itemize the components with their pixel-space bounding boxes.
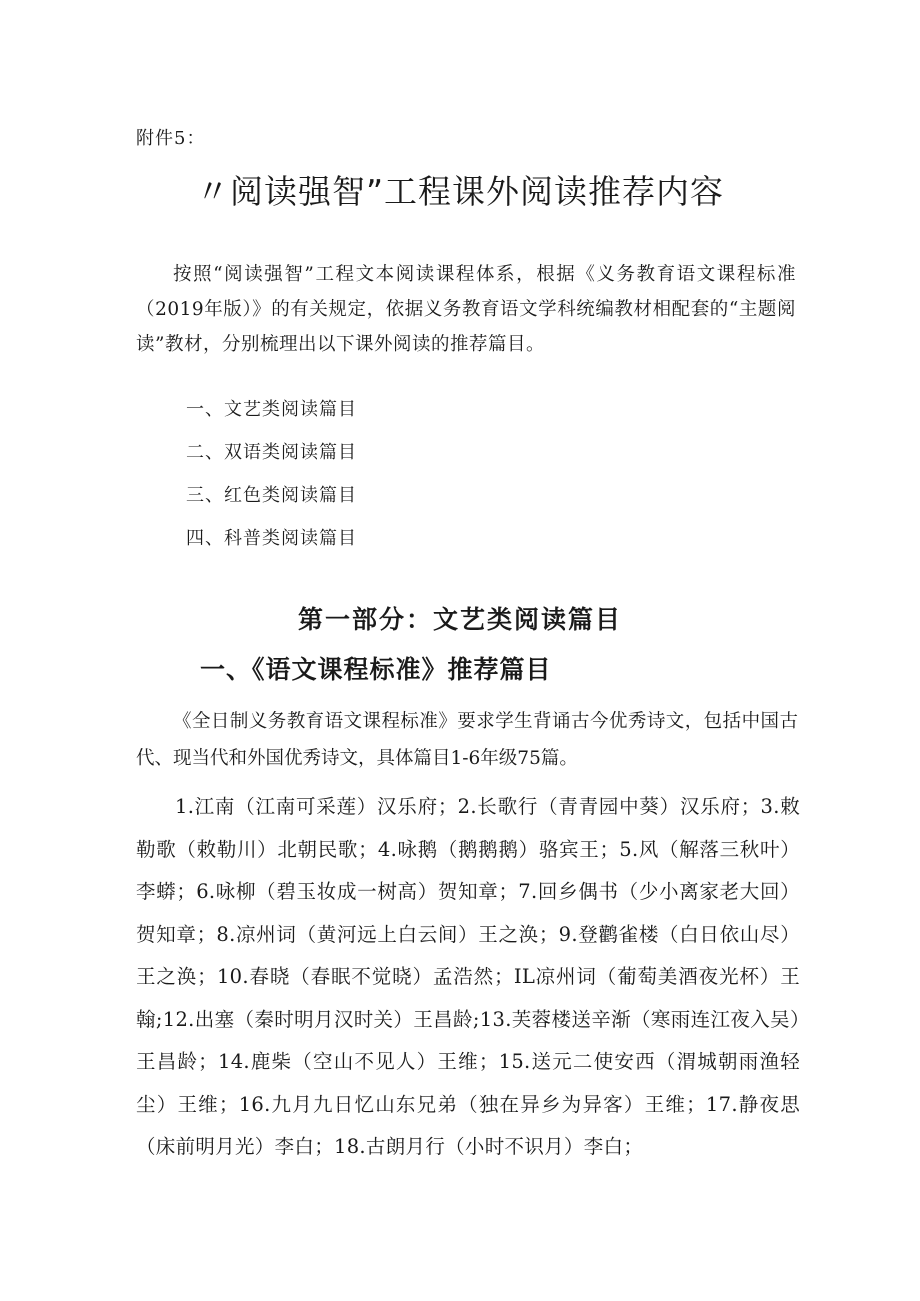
- table-of-contents: [186, 388, 357, 560]
- poem-item: 3.敕勒歌（敕勒川）北朝民歌；: [136, 795, 800, 861]
- poem-item: 7.回乡偶书（少小离家老大回）贺知章；: [136, 880, 800, 946]
- standard-paragraph: 《全日制义务教育语文课程标准》要求学生背诵古今优秀诗文，包括中国古代、现当代和外国优秀诗文，具体篇目1-6年级75篇。: [136, 711, 798, 769]
- poem-list: [136, 786, 800, 1169]
- poem-item: 17.静夜思（床前明月光）李白；: [136, 1092, 800, 1158]
- poem-item: 5.风（解落三秋叶）李蟒；: [136, 837, 800, 903]
- toc-item-bilingual: 二、双语类阅读篇目: [186, 442, 357, 463]
- poem-item: 13.芙蓉楼送辛渐（寒雨连江夜入吴）王昌龄；: [136, 1007, 801, 1073]
- attachment-label: 附件5：: [136, 128, 206, 149]
- poem-item: 9.登鹳雀楼（白日依山尽）王之涣；: [136, 922, 800, 988]
- poem-item: 1.江南（江南可采莲）汉乐府；: [175, 795, 458, 818]
- part-title: 第一部分：文艺类阅读篇目: [297, 605, 622, 634]
- poem-item: 15.送元二使安西（渭城朝雨渔轻尘）王维；: [136, 1050, 801, 1116]
- poem-item: 16.九月九日忆山东兄弟（独在异乡为异客）王维；: [238, 1092, 706, 1116]
- poem-item: 18.古朗月行（小时不识月）李白；: [334, 1135, 644, 1158]
- poem-item: 4.咏鹅（鹅鹅鹅）骆宾王；: [377, 837, 620, 861]
- intro-paragraph: 按照“阅读强智”工程文本阅读课程体系，根据《义务教育语文课程标准（2019年版）》的有关规定，依据义务教育语文学科统编教材相配套的“主题阅读”教材，分别梳理出以下课外阅读的推荐篇目。: [136, 264, 796, 355]
- poem-item: 8.凉州词（黄河远上白云间）王之涣；: [216, 922, 559, 946]
- toc-item-red: 三、红色类阅读篇目: [186, 485, 357, 506]
- section-title: 一、《语文课程标准》推荐篇目: [200, 655, 552, 684]
- poem-item: 2.长歌行（青青园中葵）汉乐府；: [457, 795, 761, 818]
- poem-item: 14.鹿柴（空山不见人）王维；: [217, 1050, 499, 1073]
- toc-item-science: 四、科普类阅读篇目: [186, 528, 357, 549]
- toc-item-literature: 一、文艺类阅读篇目: [186, 399, 357, 420]
- poem-item: IL凉州词（葡萄美酒夜光杯）王翰;: [136, 965, 801, 1031]
- poem-item: 10.春晓（春眠不觉晓）孟浩然；: [216, 965, 514, 988]
- poem-item: 6.咏柳（碧玉妆成一树高）贺知章；: [196, 880, 519, 903]
- poem-item: 12.出塞（秦时明月汉时关）王昌龄;: [162, 1007, 480, 1031]
- document-title: 〃阅读强智”工程课外阅读推荐内容: [195, 172, 725, 211]
